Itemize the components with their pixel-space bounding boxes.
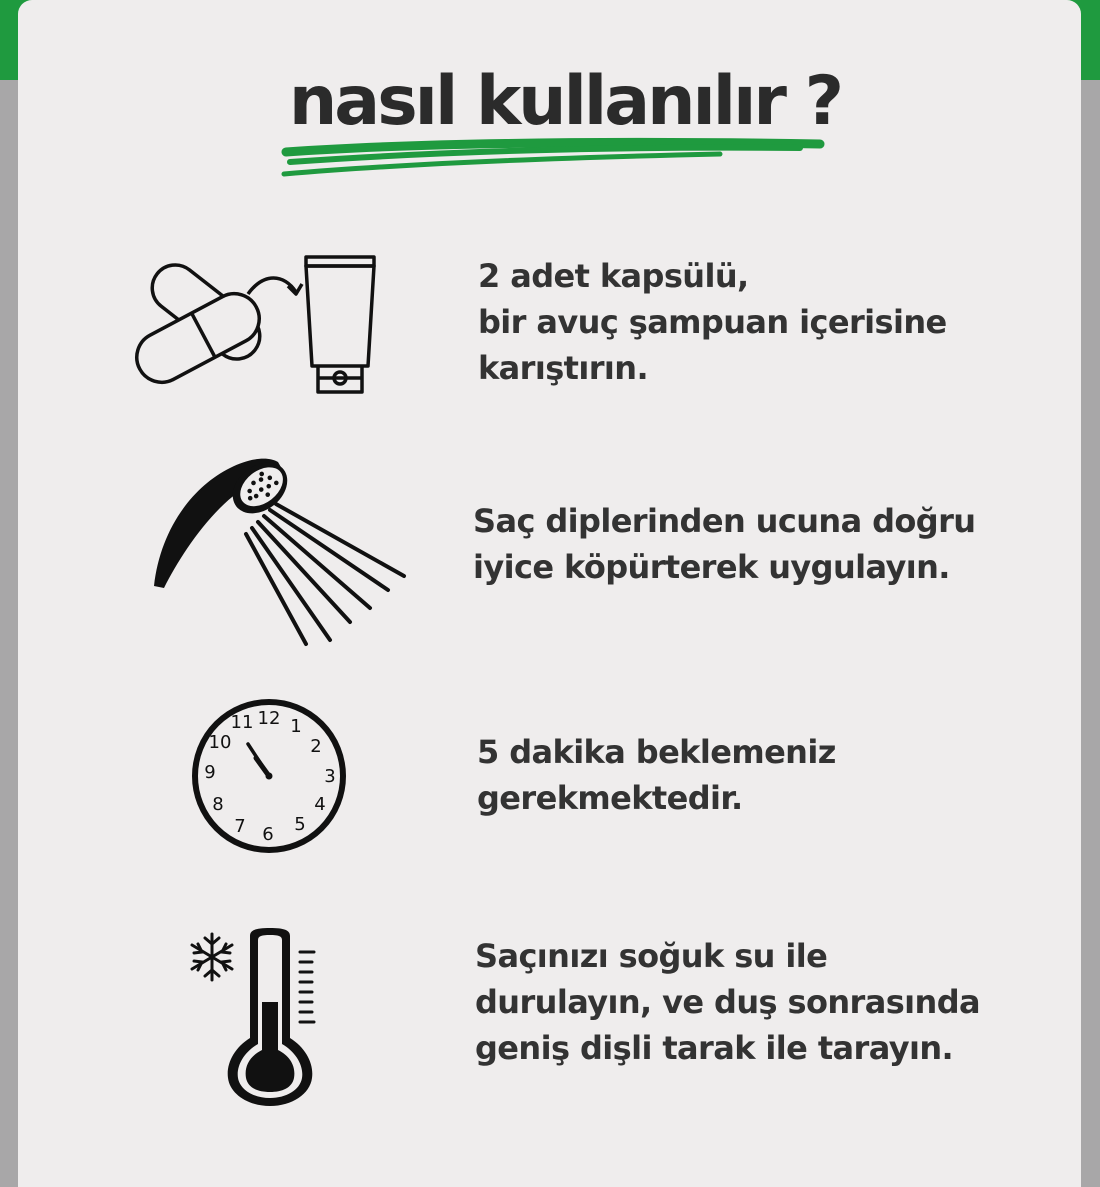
- clock-number: 10: [208, 732, 232, 753]
- clock-number: 3: [324, 766, 336, 787]
- clock-number: 7: [234, 816, 246, 837]
- clock-number: 12: [257, 708, 281, 729]
- step-1-line-1: 2 adet kapsülü,: [478, 257, 749, 295]
- clock-icon: [188, 698, 350, 856]
- step-3-line-2: gerekmektedir.: [477, 779, 743, 817]
- step-2-line-2: iyice köpürterek uygulayın.: [473, 548, 950, 586]
- clock-number: 11: [230, 712, 254, 733]
- step-4-line-3: geniş dişli tarak ile tarayın.: [475, 1029, 954, 1067]
- clock-number: 6: [262, 824, 274, 845]
- step-1-line-3: karıştırın.: [478, 349, 649, 387]
- clock-number: 8: [212, 794, 224, 815]
- clock-number: 4: [314, 794, 326, 815]
- clock-number: 1: [290, 716, 302, 737]
- step-2-line-1: Saç diplerinden ucuna doğru: [473, 502, 976, 540]
- step-3-text: [477, 729, 836, 821]
- clock-number: 2: [310, 736, 322, 757]
- cold-thermometer-icon: [182, 928, 324, 1106]
- shower-head-icon: [150, 452, 410, 650]
- page-title: nasıl kullanılır ?: [288, 62, 842, 141]
- step-4-text: [475, 933, 980, 1071]
- underline-brush-stroke: [280, 132, 830, 182]
- step-1-line-2: bir avuç şampuan içerisine: [478, 303, 947, 341]
- snowflake-icon: [192, 934, 232, 980]
- clock-number: 5: [294, 814, 306, 835]
- step-4-line-1: Saçınızı soğuk su ile: [475, 937, 828, 975]
- step-3-line-1: 5 dakika beklemeniz: [477, 733, 836, 771]
- step-4-line-2: durulayın, ve duş sonrasında: [475, 983, 980, 1021]
- clock-number: 9: [204, 762, 216, 783]
- step-1-text: [478, 253, 947, 391]
- capsules-into-tube-icon: [128, 252, 380, 398]
- step-2-text: [473, 498, 975, 590]
